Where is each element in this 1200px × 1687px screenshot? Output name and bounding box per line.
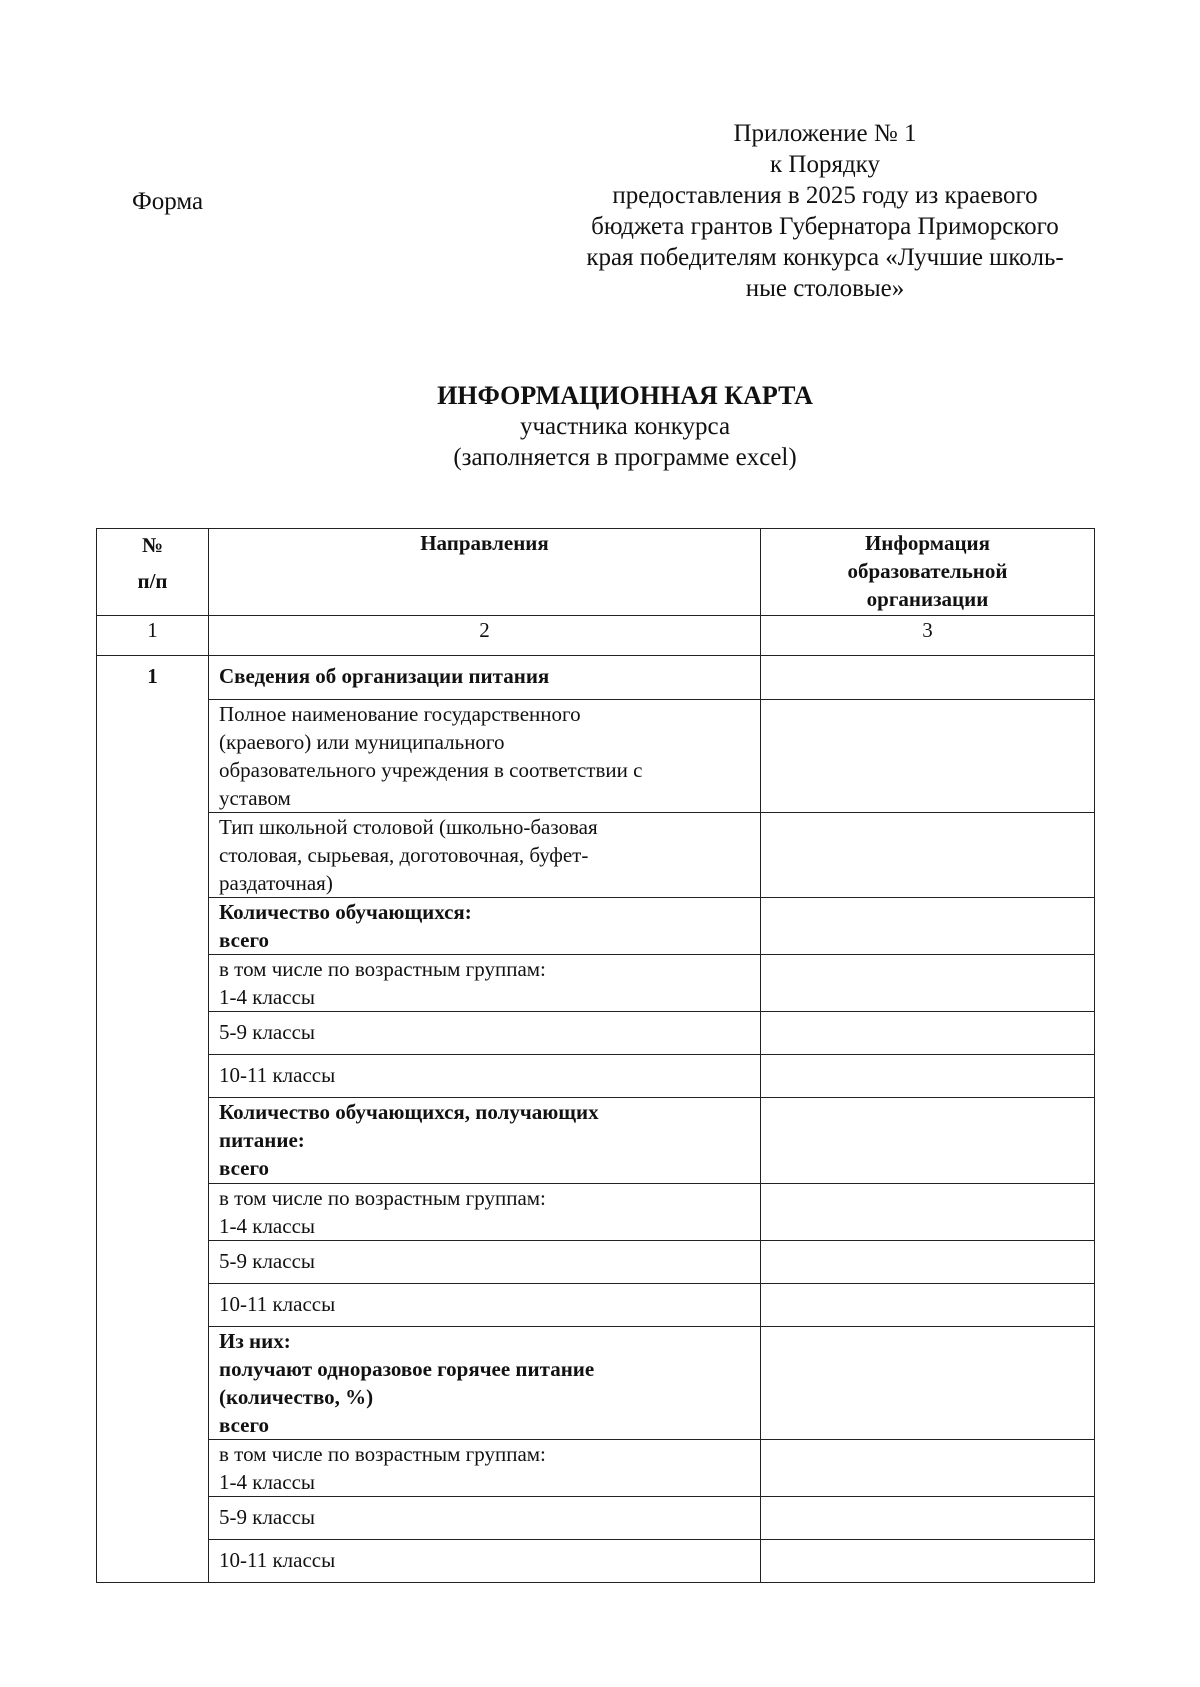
info-input-cell[interactable] [761,1327,1095,1440]
document-heading [0,380,1200,473]
table-body [97,529,1095,1583]
direction-text-line: Количество обучающихся, получающих [219,1100,599,1124]
direction-text-line: Количество обучающихся: [219,900,472,924]
direction-text-line: Тип школьной столовой (школьно-базовая [219,815,598,839]
direction-text-line: 10-11 классы [219,1063,336,1087]
document-note: (заполняется в программе excel) [453,444,797,471]
info-input-cell[interactable] [761,955,1095,1012]
direction-text-line: всего [219,1156,270,1180]
appendix-line: ные столовые» [745,275,905,302]
info-input-cell[interactable] [761,656,1095,700]
direction-cell [209,1184,761,1241]
table-row [97,1440,1095,1497]
table-row [97,1284,1095,1327]
direction-cell [209,813,761,898]
document-subtitle: участника конкурса [519,413,731,440]
info-input-cell[interactable] [761,1184,1095,1241]
table-row [97,656,1095,700]
direction-text-line: 5-9 классы [219,1249,315,1273]
table-header-row [97,529,1095,616]
direction-cell [209,1497,761,1540]
direction-text-line: раздаточная) [219,871,333,895]
direction-text-line: 10-11 классы [219,1548,336,1572]
column-number-cell: 1 [97,616,209,656]
direction-text-line: столовая, сырьевая, доготовочная, буфет- [219,843,589,867]
column-number-cell: 2 [209,616,761,656]
header-info-line: образовательной [847,559,1008,583]
table-row [97,1241,1095,1284]
header-info-cell [761,529,1095,616]
column-number-cell: 3 [761,616,1095,656]
table-row [97,1184,1095,1241]
appendix-line: предоставления в 2025 году из краевого [612,182,1038,209]
table-row [97,700,1095,813]
info-input-cell[interactable] [761,700,1095,813]
direction-cell [209,898,761,955]
form-label: Форма [132,188,204,215]
appendix-reference [540,118,1110,304]
appendix-line: бюджета грантов Губернатора Приморского [591,213,1059,240]
direction-text-line: Полное наименование государственного [219,702,581,726]
direction-text-line: уставом [219,786,291,810]
header-directions: Направления [420,531,549,555]
appendix-line: края победителям конкурса «Лучшие школь- [586,244,1064,271]
direction-cell [209,1055,761,1098]
info-input-cell[interactable] [761,1241,1095,1284]
info-input-cell[interactable] [761,1012,1095,1055]
direction-text-line: питание: [219,1128,305,1152]
table-row [97,1055,1095,1098]
appendix-line: к Порядку [770,151,880,178]
header-info-line: Информация [864,531,991,555]
direction-text-line: 10-11 классы [219,1292,336,1316]
direction-text-line: всего [219,1413,270,1437]
document-title: ИНФОРМАЦИОННАЯ КАРТА [437,381,813,410]
info-input-cell[interactable] [761,813,1095,898]
header-number-abbrev: п/п [137,569,168,593]
table-row [97,1327,1095,1440]
info-input-cell[interactable] [761,1284,1095,1327]
direction-cell [209,1327,761,1440]
section-number-cell [97,656,209,1583]
information-card-table [96,528,1095,1583]
direction-cell [209,1241,761,1284]
direction-text-line: (количество, %) [219,1385,374,1409]
direction-text-line: 1-4 классы [219,1470,315,1494]
table-row [97,955,1095,1012]
direction-text-line: 1-4 классы [219,985,315,1009]
direction-text-line: получают одноразовое горячее питание [219,1357,595,1381]
direction-text-line: Сведения об организации питания [219,664,550,688]
section-number: 1 [147,664,158,688]
header-number-symbol: № [141,533,164,557]
column-number-row [97,616,1095,656]
table-row [97,1497,1095,1540]
direction-text-line: 1-4 классы [219,1214,315,1238]
direction-cell [209,1540,761,1583]
direction-cell [209,1284,761,1327]
direction-cell [209,656,761,700]
header-number-cell [97,529,209,616]
direction-text-line: всего [219,928,270,952]
info-input-cell[interactable] [761,1098,1095,1184]
header-directions-cell [209,529,761,616]
direction-cell [209,955,761,1012]
info-input-cell[interactable] [761,1497,1095,1540]
header-info-line: организации [866,587,989,611]
table-row [97,1012,1095,1055]
direction-cell [209,1440,761,1497]
table-row [97,898,1095,955]
direction-text-line: в том числе по возрастным группам: [219,957,546,981]
direction-text-line: 5-9 классы [219,1020,315,1044]
table-row [97,1098,1095,1184]
direction-text-line: 5-9 классы [219,1505,315,1529]
direction-cell [209,700,761,813]
direction-text-line: образовательного учреждения в соответствии с [219,758,643,782]
info-input-cell[interactable] [761,1055,1095,1098]
direction-cell [209,1012,761,1055]
direction-cell [209,1098,761,1184]
direction-text-line: в том числе по возрастным группам: [219,1186,546,1210]
table-row [97,813,1095,898]
direction-text-line: (краевого) или муниципального [219,730,505,754]
direction-text-line: в том числе по возрастным группам: [219,1442,546,1466]
table-row [97,1540,1095,1583]
appendix-line: Приложение № 1 [733,120,917,147]
info-input-cell[interactable] [761,898,1095,955]
info-input-cell[interactable] [761,1440,1095,1497]
direction-text-line: Из них: [219,1329,291,1353]
info-input-cell[interactable] [761,1540,1095,1583]
